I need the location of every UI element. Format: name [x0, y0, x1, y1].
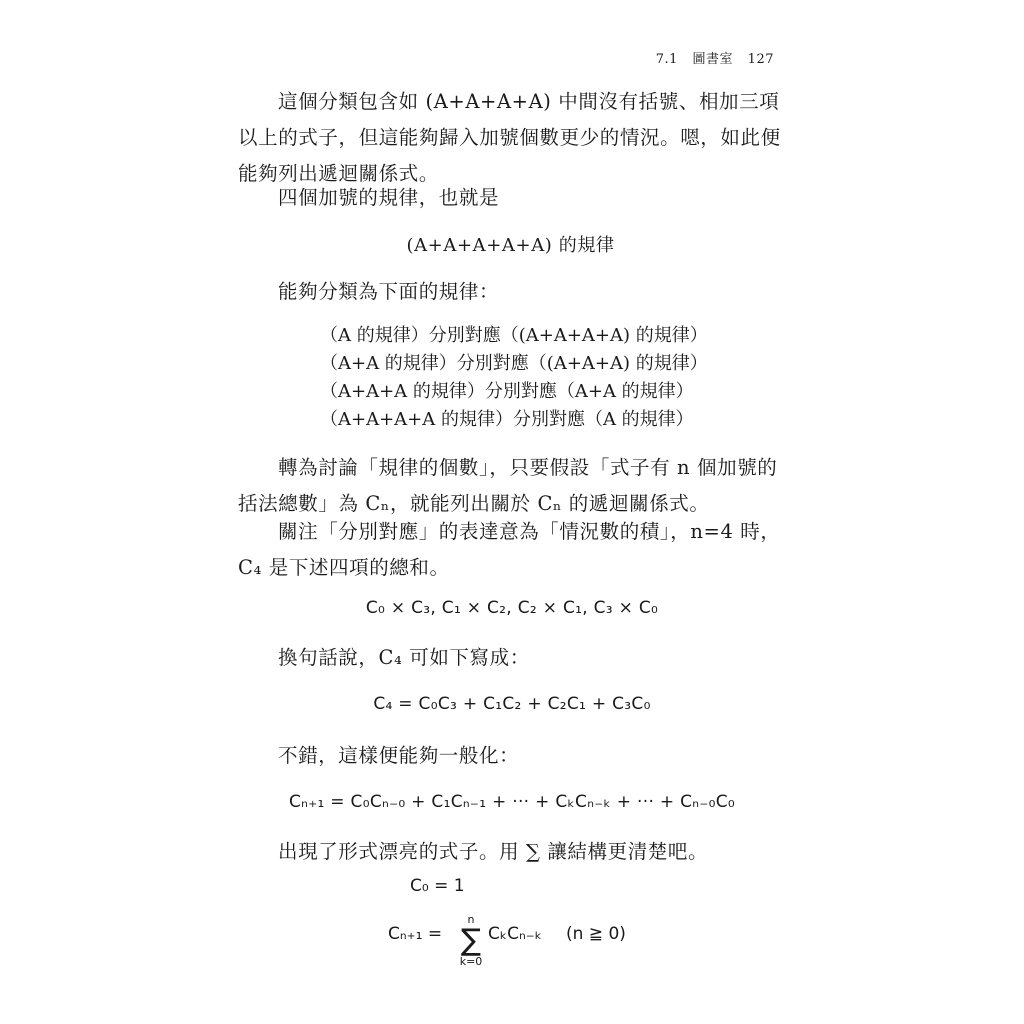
product-terms-formula: C₀ × C₃, C₁ × C₂, C₂ × C₁, C₃ × C₀ — [365, 598, 659, 618]
sum-term: CₖCₙ₋ₖ — [488, 924, 542, 944]
sum-lhs: Cₙ₊₁ = — [388, 924, 443, 944]
recurrence-formula: Cₙ₊₁ = C₀Cₙ₋₀ + C₁Cₙ₋₁ + ··· + CₖCₙ₋ₖ + ··· + Cₙ₋₀C₀ — [288, 792, 736, 812]
c4-formula: C₄ = C₀C₃ + C₁C₂ + C₂C₁ + C₃C₀ — [373, 694, 651, 714]
rule-correspondence-list — [320, 322, 708, 434]
paragraph-count-rules: 轉為討論「規律的個數」，只要假設「式子有 n 個加號的括法總數」為 Cₙ，就能列出關於 Cₙ 的遞迴關係式。 — [238, 456, 778, 515]
paragraph-generalize: 不錯，這樣便能夠一般化： — [278, 744, 520, 767]
section-number: 7.1 — [655, 52, 678, 67]
paragraph-four-plus: 四個加號的規律，也就是 — [278, 186, 500, 209]
rule-item: （A+A+A 的規律）分別對應（A+A 的規律） — [320, 381, 694, 402]
paragraph-product: 關注「分別對應」的表達意為「情況數的積」，n=4 時，C₄ 是下述四項的總和。 — [238, 520, 781, 579]
base-case: C₀ = 1 — [410, 876, 465, 896]
chapter-title: 圖書室 — [692, 52, 734, 67]
sum-lower-limit: k=0 — [459, 955, 483, 968]
rule-item: （A+A 的規律）分別對應（(A+A+A) 的規律） — [320, 353, 708, 374]
centered-rule-expression: (A+A+A+A+A) 的規律 — [406, 235, 615, 256]
sum-condition: (n ≧ 0) — [566, 924, 626, 944]
running-header — [646, 48, 774, 67]
sigma-icon: ∑ — [460, 923, 482, 958]
page-number: 127 — [747, 52, 774, 67]
sigma-operator — [456, 914, 486, 968]
rule-item: （A 的規律）分別對應（(A+A+A+A) 的規律） — [320, 325, 708, 346]
paragraph-sigma: 出現了形式漂亮的式子。用 ∑ 讓結構更清楚吧。 — [278, 840, 709, 863]
rule-item: （A+A+A+A 的規律）分別對應（A 的規律） — [320, 409, 694, 430]
paragraph-classify: 能夠分類為下面的規律： — [278, 280, 500, 303]
paragraph-classification: 這個分類包含如 (A+A+A+A) 中間沒有括號、相加三項以上的式子，但這能夠歸入加號個數更少的情況。嗯，如此便能夠列出遞迴關係式。 — [238, 90, 781, 185]
paragraph-in-other-words: 換句話說，C₄ 可如下寫成： — [278, 646, 530, 669]
sum-upper-limit: n — [467, 913, 475, 926]
